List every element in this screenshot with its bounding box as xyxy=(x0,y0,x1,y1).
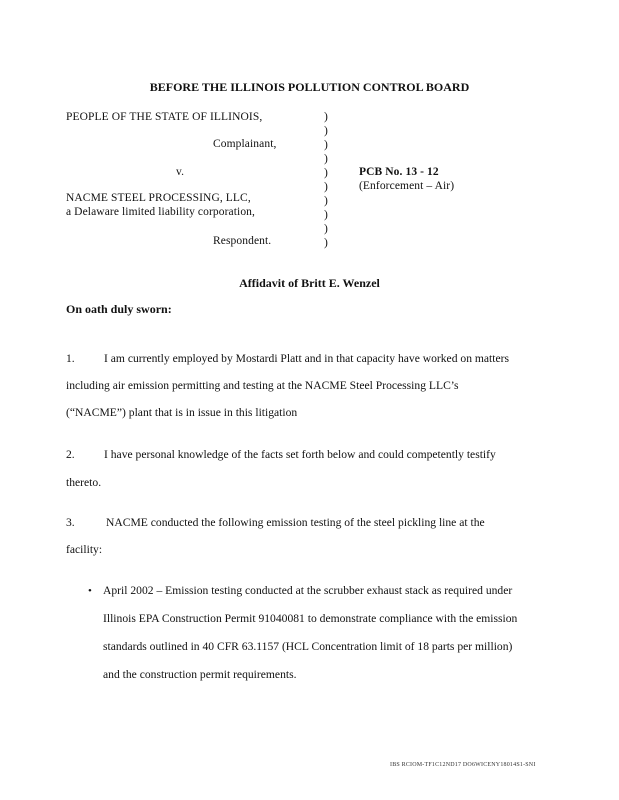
bullet-line: Illinois EPA Construction Permit 91040081 to demonstrate compliance with the emission xyxy=(103,612,518,625)
footer-identifier: IBS RCIOM-TF1C12ND17 DO6WICENY18014S1-SNI xyxy=(390,762,536,768)
caption-bracket: ) xyxy=(324,181,328,193)
defendant-name: NACME STEEL PROCESSING, LLC, xyxy=(66,192,251,204)
plaintiff-role: Complainant, xyxy=(213,138,277,150)
oath-line: On oath duly sworn: xyxy=(66,302,172,316)
paragraph-number: 1. xyxy=(66,352,75,365)
plaintiff-name: PEOPLE OF THE STATE OF ILLINOIS, xyxy=(66,111,263,123)
document-heading: BEFORE THE ILLINOIS POLLUTION CONTROL BOARD xyxy=(149,80,470,94)
bullet-icon: • xyxy=(88,585,92,597)
affidavit-title: Affidavit of Britt E. Wenzel xyxy=(239,276,380,290)
paragraph-number: 3. xyxy=(66,516,75,529)
case-number: PCB No. 13 - 12 xyxy=(359,166,439,178)
caption-bracket: ) xyxy=(324,125,328,137)
paragraph-line: NACME conducted the following emission testing of the steel pickling line at the xyxy=(106,516,485,529)
bullet-line: standards outlined in 40 CFR 63.1157 (HCL Concentration limit of 18 parts per million) xyxy=(103,640,513,653)
caption-bracket: ) xyxy=(324,223,328,235)
paragraph-line: facility: xyxy=(66,543,103,556)
caption-bracket: ) xyxy=(324,195,328,207)
caption-bracket: ) xyxy=(324,209,328,221)
caption-bracket: ) xyxy=(324,139,328,151)
caption-bracket: ) xyxy=(324,111,328,123)
paragraph-line: including air emission permitting and testing at the NACME Steel Processing LLC’s xyxy=(66,379,459,392)
paragraph-number: 2. xyxy=(66,448,75,461)
bullet-line: April 2002 – Emission testing conducted at the scrubber exhaust stack as required under xyxy=(103,584,513,597)
paragraph-line: thereto. xyxy=(66,476,102,489)
caption-bracket: ) xyxy=(324,237,328,249)
paragraph-line: I have personal knowledge of the facts set forth below and could competently testify xyxy=(104,448,496,461)
caption-bracket: ) xyxy=(324,153,328,165)
defendant-role: Respondent. xyxy=(213,235,272,247)
paragraph-line: (“NACME”) plant that is in issue in this litigation xyxy=(66,406,298,419)
defendant-description: a Delaware limited liability corporation, xyxy=(66,206,255,218)
case-type: (Enforcement – Air) xyxy=(359,180,455,192)
paragraph-line: I am currently employed by Mostardi Platt and in that capacity have worked on matters xyxy=(104,352,510,365)
caption-bracket: ) xyxy=(324,167,328,179)
bullet-line: and the construction permit requirements. xyxy=(103,668,297,681)
versus: v. xyxy=(176,166,185,178)
